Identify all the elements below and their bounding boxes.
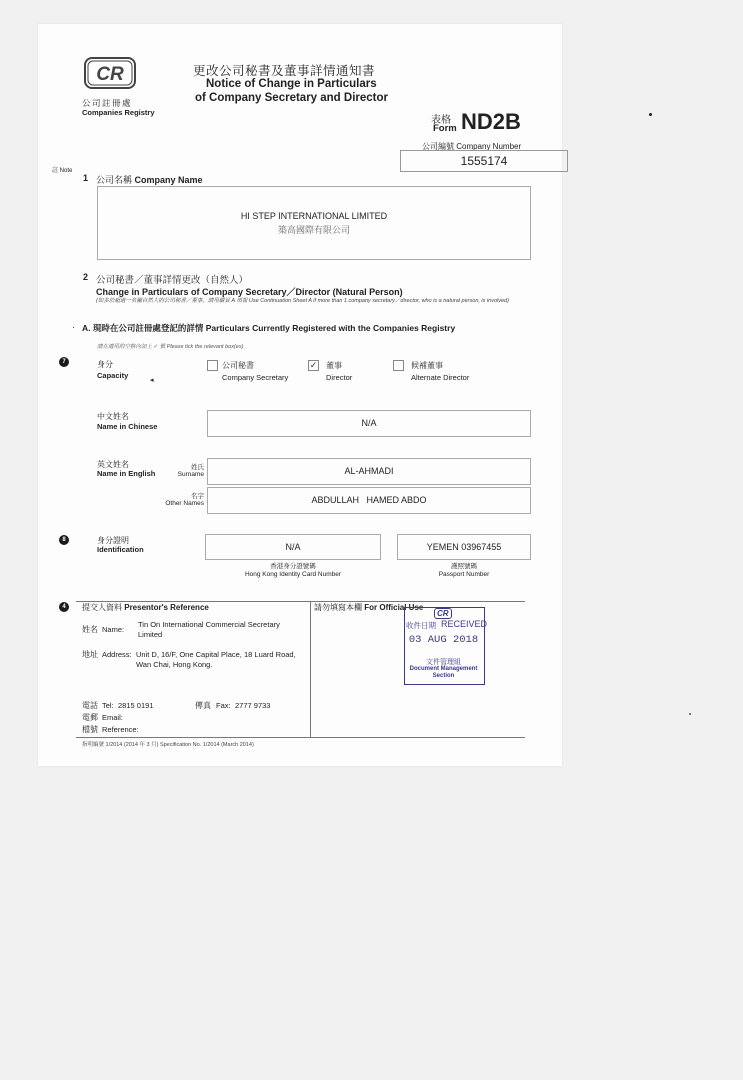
sectionA-title-en: Particulars Currently Registered with the Companies Registry	[205, 323, 456, 333]
company-number-label: 公司編號 Company Number	[422, 142, 522, 151]
stamp-dept-en-2: Section	[432, 673, 455, 679]
presenter-name-label-zh: 姓名	[82, 625, 98, 634]
section1-label	[96, 173, 203, 186]
section1-label-en: Company Name	[134, 175, 203, 185]
fax-label-zh: 傳真	[195, 701, 211, 710]
section2-title-zh: 公司秘書／董事詳情更改（自然人）	[96, 275, 249, 286]
presenter-divider	[310, 601, 311, 738]
official-use-zh: 請勿填寫本欄	[314, 603, 362, 612]
sectionA-label: A.	[82, 323, 91, 333]
note-marker-7: 7	[59, 357, 69, 367]
surname-label-zh: 姓氏	[191, 464, 204, 471]
form-label-zh: 表格	[431, 115, 451, 126]
other-names-value: ABDULLAH HAMED ABDO	[311, 495, 427, 505]
chinese-name-label-en: Name in Chinese	[97, 422, 158, 431]
reference-label-en: Reference:	[102, 725, 139, 734]
email-label-zh: 電郵	[82, 713, 98, 722]
identification-label-en: Identification	[97, 545, 144, 554]
presenter-address-value-1: Unit D, 16/F, One Capital Place, 18 Luard Road,	[136, 650, 296, 659]
passport-label-en: Passport Number	[438, 571, 490, 578]
section2-note-en: Use Continuation Sheet A if more than 1 company secretary／director, who is a natural person, is involved)	[248, 298, 509, 304]
other-names-label-en: Other Names	[165, 500, 204, 507]
stamp-logo: CR	[434, 608, 452, 619]
surname-label-en: Surname	[177, 471, 204, 478]
bullet-mark: ·	[72, 322, 75, 332]
tick-note-zh: 請在適用的空格內加上 ✓ 號	[97, 344, 166, 350]
section2-note-zh: (如多於超過一名屬自然人的公司秘書／董事，請用續頁 A 填報	[96, 298, 248, 304]
checkbox-director[interactable]: ✓	[309, 360, 318, 370]
stamp-dept-zh: 文件管理組	[426, 659, 461, 666]
english-name-label-zh: 英文姓名	[97, 460, 129, 469]
company-name-en: HI STEP INTERNATIONAL LIMITED	[240, 211, 388, 221]
logo-text: CR	[96, 64, 124, 85]
chinese-name-value: N/A	[361, 418, 377, 428]
form-title-en-line2: of Company Secretary and Director	[195, 92, 389, 104]
presenter-title	[82, 602, 209, 613]
capacity-label-en: Capacity	[97, 371, 129, 380]
hkid-label-en: Hong Kong Identity Card Number	[244, 571, 342, 578]
presenter-name-value-1: Tin On International Commercial Secretary	[138, 620, 280, 629]
option-director-en: Director	[326, 373, 353, 382]
tick-note-en: Please tick the relevant box(es)	[166, 344, 244, 350]
stamp-dept-en-1: Document Management	[409, 666, 478, 672]
section1-label-zh: 公司名稱	[96, 175, 133, 185]
note-marker-4: 4	[59, 602, 69, 612]
specification-footer: 指明編號 1/2014 (2014 年 3 月) Specification No. 1/2014 (March 2014)	[82, 742, 254, 748]
cr-logo	[84, 57, 136, 89]
stamp-date: 03 AUG 2018	[408, 634, 479, 646]
presenter-title-zh: 提交人資料	[82, 603, 122, 612]
company-name-zh: 築高國際有限公司	[277, 225, 350, 235]
capacity-label-zh: 身分	[97, 360, 113, 369]
reference-label-zh: 檔號	[82, 725, 98, 734]
passport-label-zh: 護照號碼	[451, 563, 477, 570]
form-page	[38, 24, 562, 766]
tick-instruction	[97, 342, 243, 350]
section2-title-en: Change in Particulars of Company Secretary／Director (Natural Person)	[96, 287, 403, 297]
email-label-en: Email:	[102, 713, 123, 722]
tel-label-zh: 電話	[82, 701, 98, 710]
section1-number: 1	[83, 173, 89, 183]
passport-value: YEMEN 03967455	[426, 542, 502, 552]
stamp-received-zh: 收件日期	[406, 621, 436, 630]
fax-value: 2777 9733	[235, 701, 271, 710]
form-title-en-line1: Notice of Change in Particulars	[206, 78, 377, 90]
section2-number: 2	[83, 272, 89, 282]
note-tag: 註 Note	[52, 168, 73, 174]
option-company-secretary-en: Company Secretary	[222, 373, 289, 382]
presenter-address-label-zh: 地址	[82, 650, 98, 659]
checkbox-alternate-director[interactable]	[393, 360, 404, 371]
speck	[689, 713, 691, 715]
option-director-zh: 董事	[326, 361, 342, 370]
tel-value: 2815 0191	[118, 701, 154, 710]
chinese-name-label-zh: 中文姓名	[97, 412, 129, 421]
presenter-address-label-en: Address:	[102, 650, 132, 659]
presenter-title-en: Presentor's Reference	[124, 603, 209, 612]
sectionA-title-zh: 現時在公司註冊處登記的詳情	[92, 323, 204, 333]
registry-name-en: Companies Registry	[82, 108, 155, 117]
company-number-value: 1555174	[460, 154, 508, 168]
presenter-name-value-2: Limited	[138, 630, 163, 639]
option-alternate-director-en: Alternate Director	[411, 373, 470, 382]
presenter-bottom-rule	[76, 737, 525, 738]
identification-label-zh: 身分證明	[97, 536, 129, 545]
speck	[649, 113, 652, 116]
stamp-received-en: RECEIVED	[441, 619, 488, 629]
english-name-label-en: Name in English	[97, 469, 156, 478]
fax-label-en: Fax:	[216, 701, 231, 710]
official-use-en: For Official Use	[364, 603, 424, 612]
section2-note	[96, 297, 536, 305]
sectionA-title	[82, 322, 455, 334]
other-names-label-zh: 名字	[191, 493, 204, 500]
hkid-label-zh: 香港身分證號碼	[270, 563, 316, 570]
stray-mark: ◂	[150, 377, 154, 384]
form-code: ND2B	[461, 109, 521, 134]
form-title-zh: 更改公司秘書及董事詳情通知書	[193, 64, 376, 78]
registry-name-zh: 公司註冊處	[82, 98, 133, 108]
tel-label-en: Tel:	[102, 701, 114, 710]
presenter-address-value-2: Wan Chai, Hong Kong.	[136, 660, 213, 669]
presenter-name-label-en: Name:	[102, 625, 125, 634]
option-alternate-director-zh: 候補董事	[411, 361, 443, 370]
form-label-en: Form	[433, 123, 457, 134]
hkid-value: N/A	[285, 542, 301, 552]
surname-value: AL-AHMADI	[344, 466, 394, 476]
note-marker-8: 8	[59, 535, 69, 545]
checkbox-company-secretary[interactable]	[207, 360, 218, 371]
option-company-secretary-zh: 公司秘書	[222, 361, 254, 370]
